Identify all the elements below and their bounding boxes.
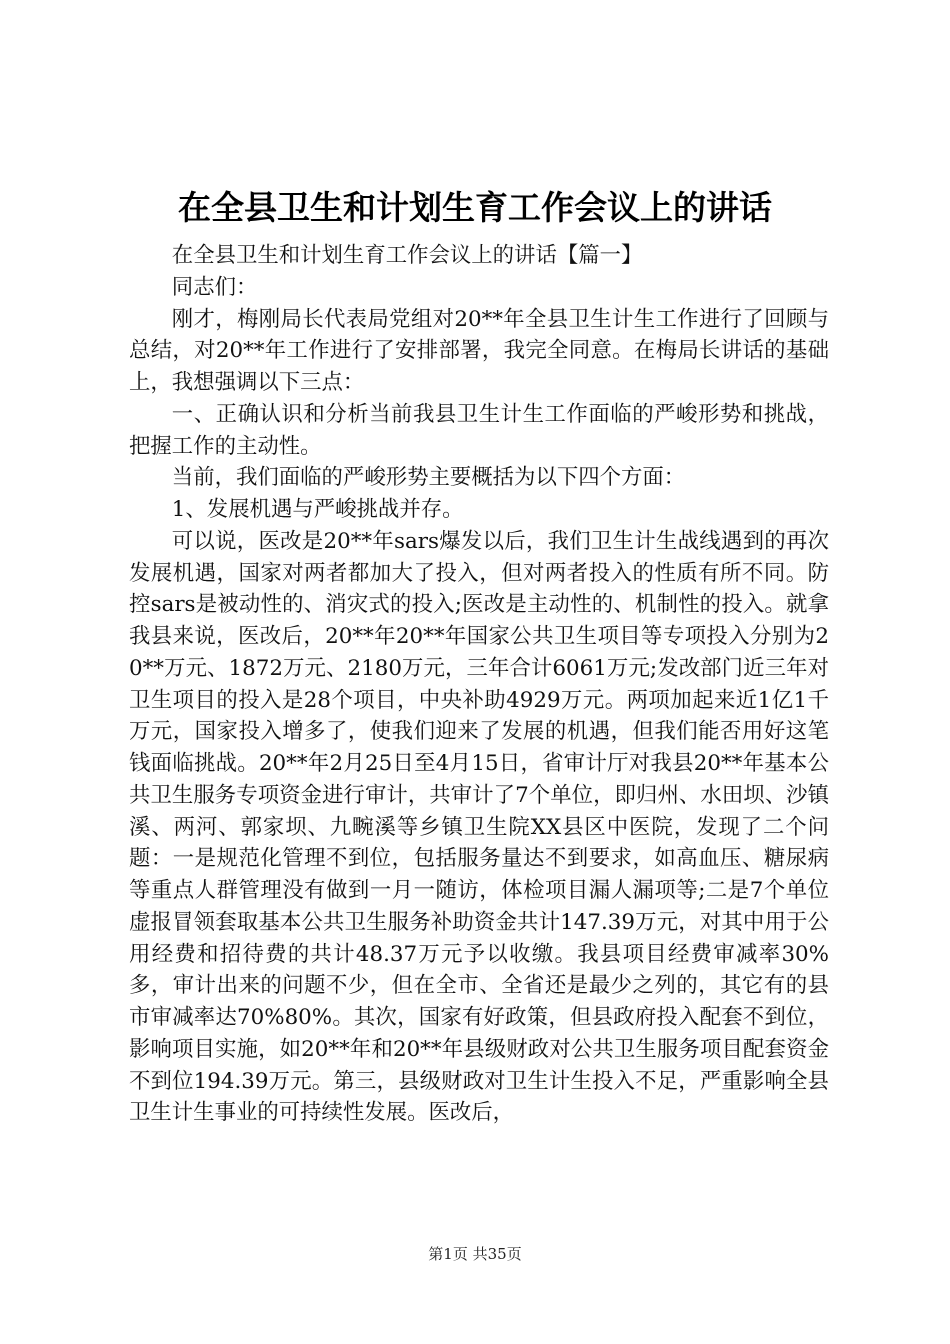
document-body (129, 240, 829, 1129)
body-paragraph: 刚才，梅刚局长代表局党组对20**年全县卫生计生工作进行了回顾与总结，对20**年工作进行了安排部署，我完全同意。在梅局长讲话的基础上，我想强调以下三点： (129, 306, 829, 395)
body-paragraph: 当前，我们面临的严峻形势主要概括为以下四个方面： (171, 465, 686, 491)
section-heading: 在全县卫生和计划生育工作会议上的讲话【篇一】 (171, 243, 643, 268)
body-paragraph: 一、正确认识和分析当前我县卫生计生工作面临的严峻形势和挑战，把握工作的主动性。 (129, 401, 829, 459)
body-paragraph: 1、发展机遇与严峻挑战并存。 (171, 497, 464, 522)
salutation: 同志们： (171, 274, 258, 300)
page-number-footer: 第1页 共35页 (428, 1245, 522, 1263)
body-paragraph: 可以说，医改是20**年sars爆发以后，我们卫生计生战线遇到的再次发展机遇，国家对两者都加大了投入，但对两者投入的性质有所不同。防控sars是被动性的、消灾式的投入;医改是主动性的、机制性的投入。就拿我县来说，医改后，20**年20**年国家公共卫生项目等专项投入分别为20**万元、1872万元、2180万元，三年合计6061万元;发改部门近三年对卫生项目的投入是28个项目，中央补助4929万元。两项加起来近1亿1千万元，国家投入增多了，使我们迎来了发展的机遇，但我们能否用好这笔钱面临挑战。20**年2月25日至4月15日，省审计厅对我县20**年基本公共卫生服务专项资金进行审计，共审计了7个单位，即归州、水田坝、沙镇溪、两河、郭家坝、九畹溪等乡镇卫生院XX县区中医院，发现了二个问题：一是规范化管理不到位，包括服务量达不到要求，如高血压、糖尿病等重点人群管理没有做到一月一随访，体检项目漏人漏项等;二是7个单位虚报冒领套取基本公共卫生服务补助资金共计147.39万元，对其中用于公用经费和招待费的共计48.37万元予以收缴。我县项目经费审减率30%多，审计出来的问题不少，但在全市、全省还是最少之列的，其它有的县市审减率达70%80%。其次，国家有好政策，但县政府投入配套不到位，影响项目实施，如20**年和20**年县级财政对公共卫生服务项目配套资金不到位194.39万元。第三，县级财政对卫生计生投入不足，严重影响全县卫生计生事业的可持续性发展。医改后， (129, 528, 829, 1126)
document-title: 在全县卫生和计划生育工作会议上的讲话 (178, 188, 772, 227)
